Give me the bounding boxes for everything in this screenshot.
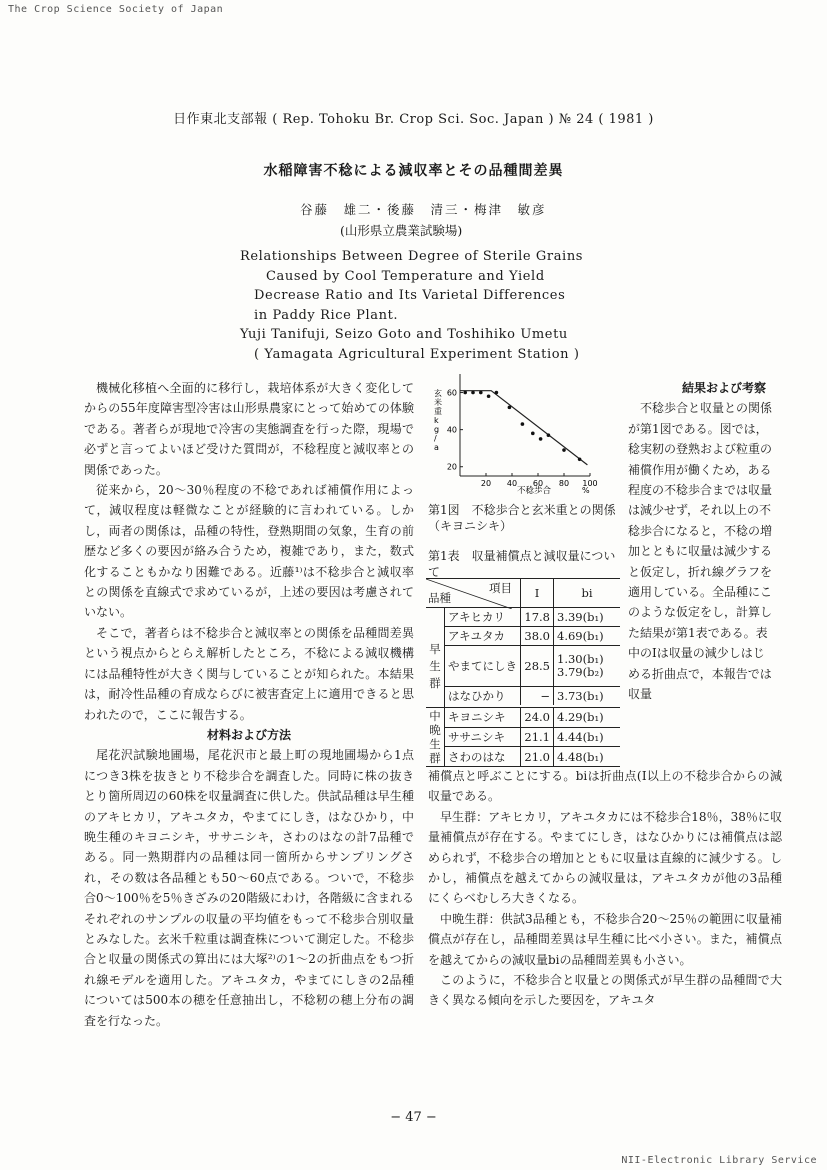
- data-point: [479, 391, 483, 395]
- I-cell: 24.0: [521, 708, 554, 728]
- bi-cell: 3.39(b₁): [554, 608, 621, 627]
- chart-xlabel: 不稔歩合: [516, 486, 552, 496]
- results-paragraph: 早生群：アキヒカリ，アキユタカには不稔歩合18％，38％に収量補償点が存在する。やまてにしき，はなひかりには補償点は認められず，不稔歩合の増加とともに収量は直線的に減少する。しかし，補償点を越えてからの減収量は，アキユタカが他の3品種にくらべむしろ大きくなる。: [428, 809, 782, 906]
- table-row: [426, 747, 620, 767]
- table-row: [426, 708, 620, 728]
- table-row: [426, 627, 620, 646]
- bi-cell: 4.44(b₁): [554, 727, 621, 747]
- yield-table: [426, 578, 620, 767]
- x-tick-label: 100: [582, 479, 598, 488]
- variety-cell: ササニシキ: [445, 727, 521, 747]
- english-title-block: [240, 247, 583, 364]
- ylabel-char: g: [434, 425, 440, 434]
- paper-title: 水稲障害不稔による減収率とその品種間差異: [263, 163, 564, 179]
- group-label-char: 早: [429, 641, 441, 656]
- results-heading: 結果および考察: [681, 381, 766, 395]
- variety-cell: アキユタカ: [445, 627, 521, 646]
- x-tick-label: 20: [480, 479, 492, 488]
- bi-cell: 4.29(b₁): [554, 708, 621, 728]
- data-point: [463, 391, 467, 395]
- intro-paragraph: 従来から，20～30％程度の不稔であれば補償作用によって，減収程度は軽微なことが経験的に言われている。しかし，両者の関係は，品種の特性，登熟期間の気象，生育の前歴など多くの要因が絡み合うため，複雑であり，また，数式化することもかなり困難である。近藤¹⁾は不稔歩合と減収率との関係を直線式で求めているが，上述の要因は考慮されていない。: [84, 483, 414, 620]
- data-point: [521, 422, 525, 426]
- table-caption: 第1表 収量補償点と減収量について: [428, 549, 616, 579]
- results-paragraph: 不稔歩合と収量との関係が第1図である。図では，稔実籾の登熟および粒重の補償作用が働くため，ある程度の不稔歩合までは収量は減少せず，それ以上の不稔歩合になると，不稔の増加とともに収量は減少すると仮定し，折れ線グラフを適用している。全品種にこのような仮定をし，計算した結果が第1表である。表中のⅠは収量の減少しはじめる折曲点で，本報告では収量: [628, 401, 773, 702]
- ylabel-char: 重: [434, 407, 442, 416]
- right-column: [628, 378, 776, 705]
- chart-ylabel: [434, 388, 442, 452]
- ylabel-char: 玄: [434, 389, 442, 398]
- english-affiliation: ( Yamagata Agricultural Experiment Station ): [254, 346, 580, 362]
- I-cell: 28.5: [521, 646, 554, 687]
- bi-cell: 4.48(b₁): [557, 749, 604, 764]
- ylabel-char: 米: [434, 398, 442, 407]
- figure-1-chart: [424, 366, 624, 498]
- I-cell: −: [521, 687, 554, 706]
- methods-heading: 材料および方法: [206, 727, 291, 742]
- bi-value-2: 3.79(b₂): [557, 665, 604, 679]
- english-title-line: Decrease Ratio and Its Varietal Differences: [254, 288, 566, 303]
- y-tick-label: 40: [446, 425, 457, 435]
- data-point: [562, 448, 566, 452]
- data-point: [578, 458, 582, 462]
- data-point: [495, 391, 499, 395]
- results-paragraph: このように，不稔歩合と収量との関係式が早生群の品種間で大きく異なる傾向を示した要因を，アキユタ: [428, 973, 782, 1008]
- group-label-late: [426, 708, 445, 767]
- variety-cell: キヨニシキ: [445, 708, 521, 728]
- variety-cell: はなひかり: [445, 687, 521, 706]
- col-variety-label: 品種: [428, 591, 451, 605]
- bi-cell: [554, 646, 621, 687]
- intro-paragraph: 機械化移植へ全面的に移行し，栽培体系が大きく変化してからの55年度障害型冷害は山形県農家にとって始めての体験である。著者らが現地で冷害の実態調査を行った際，現場で必ずと言ってよいほど受けた質問が，不稔程度と減収率との関係であった。: [84, 381, 414, 477]
- english-title-line: in Paddy Rice Plant.: [254, 307, 399, 323]
- table-row: [426, 608, 620, 627]
- col-bi-header: bi: [581, 586, 593, 600]
- data-point: [487, 394, 491, 398]
- table-corner-cell: [426, 579, 521, 608]
- I-cell: 21.1: [521, 727, 554, 747]
- authors: 谷藤 雄二・後藤 清三・梅津 敏彦: [300, 202, 547, 217]
- col-I-header: I: [521, 579, 554, 608]
- english-title-line: Caused by Cool Temperature and Yield: [266, 268, 545, 284]
- data-point: [531, 432, 535, 436]
- library-footer: NII-Electronic Library Service: [621, 1155, 817, 1166]
- variety-cell: さわのはな: [445, 747, 521, 767]
- x-tick-label: 60: [532, 479, 544, 488]
- table-header-row: [426, 579, 620, 608]
- I-cell: 21.0: [521, 747, 554, 767]
- table-row: [426, 727, 620, 747]
- group-label-char: 群: [429, 675, 441, 690]
- data-point: [471, 391, 475, 395]
- variety-cell: アキヒカリ: [445, 608, 521, 627]
- data-point: [547, 433, 551, 437]
- journal-citation: 日作東北支部報 ( Rep. Tohoku Br. Crop Sci. Soc. Japan ) № 24 ( 1981 ): [173, 112, 654, 127]
- data-point: [508, 406, 512, 410]
- bottom-right-column: [428, 766, 782, 1011]
- fit-line: [460, 391, 587, 465]
- page-number: − 47 −: [390, 1110, 437, 1125]
- intro-paragraph: そこで，著者らは不稔歩合と減収率との関係を品種間差異という視点からとらえ解析したところ，不稔による減収機構には品種特性が大きく関与していることが知られた。本結果は，耐冷性品種の育成ならびに被害査定上に適用できると思われたので，ここに報告する。: [84, 625, 414, 722]
- ylabel-char: /: [434, 434, 437, 443]
- chart-xunit: %: [582, 486, 590, 495]
- table-row: [426, 687, 620, 706]
- english-authors: Yuji Tanifuji, Seizo Goto and Toshihiko Umetu: [240, 327, 568, 342]
- col-item-label: 項目: [489, 581, 512, 595]
- ylabel-char: k: [434, 416, 439, 425]
- I-cell: 38.0: [521, 627, 554, 646]
- bi-cell: 4.69(b₁): [554, 627, 621, 646]
- left-column: [84, 378, 414, 1031]
- results-paragraph: 中晩生群：供試3品種とも，不稔歩合20～25％の範囲に収量補償点が存在し，品種間差異は早生種に比べ小さい。また，補償点を越えてからの減収量biの品種間差異も小さい。: [428, 911, 782, 967]
- bi-cell: 3.73(b₁): [557, 689, 604, 703]
- group-label-early: [426, 608, 445, 708]
- y-tick-label: 20: [446, 462, 457, 472]
- figure-caption: 第1図 不稔歩合と玄米重との関係（キヨニシキ）: [428, 503, 616, 533]
- bi-value: 1.30(b₁): [557, 652, 604, 666]
- results-paragraph-cont: 補償点と呼ぶことにする。biは折曲点(Ⅰ以上の不稔歩合からの減収量である。: [428, 769, 782, 804]
- group-label-char: 晩: [429, 723, 441, 737]
- english-title-line: Relationships Between Degree of Sterile Grains: [240, 249, 584, 264]
- affiliation: (山形県立農業試験場): [340, 223, 463, 238]
- group-label-char: 生: [429, 737, 441, 751]
- methods-paragraph: 尾花沢試験地圃場，尾花沢市と最上町の現地圃場から1点につき3株を抜きとり不稔歩合を調査した。同時に株の抜きとり箇所周辺の60株を収量調査に供した。供試品種は早生種のアキヒカリ，アキユタカ，やまてにしき，はなひかり，中晩生種のキヨニシキ，ササニシキ，さわのはなの計7品種である。同一熟期群内の品種は同一箇所からサンプリングされ，その数は各品種とも50～60点である。ついで，不稔歩合0～100％を5％きざみの20階級にわけ，各階級に含まれるそれぞれのサンプルの収量の平均値をもって不稔歩合別収量とみなした。玄米千粒重は調査株について測定した。不稔歩合と収量の関係式の算出には大塚²⁾の1～2の折曲点をもつ折れ線モデルを適用した。アキユタカ，やまてにしきの2品種については500本の穂を任意抽出し，不稔籾の穂上分布の調査を行なった。: [84, 748, 414, 1028]
- x-tick-label: 40: [506, 479, 518, 488]
- data-point: [539, 437, 543, 441]
- variety-cell: やまてにしき: [445, 646, 521, 687]
- y-tick-label: 60: [446, 388, 457, 398]
- society-header: The Crop Science Society of Japan: [8, 4, 224, 15]
- group-label-char: 中: [429, 709, 441, 723]
- I-cell: 17.8: [521, 608, 554, 627]
- x-tick-label: 80: [558, 479, 570, 488]
- group-label-char: 群: [429, 751, 441, 765]
- group-label-char: 生: [429, 658, 441, 673]
- table-row: [426, 646, 620, 687]
- ylabel-char: a: [434, 443, 439, 452]
